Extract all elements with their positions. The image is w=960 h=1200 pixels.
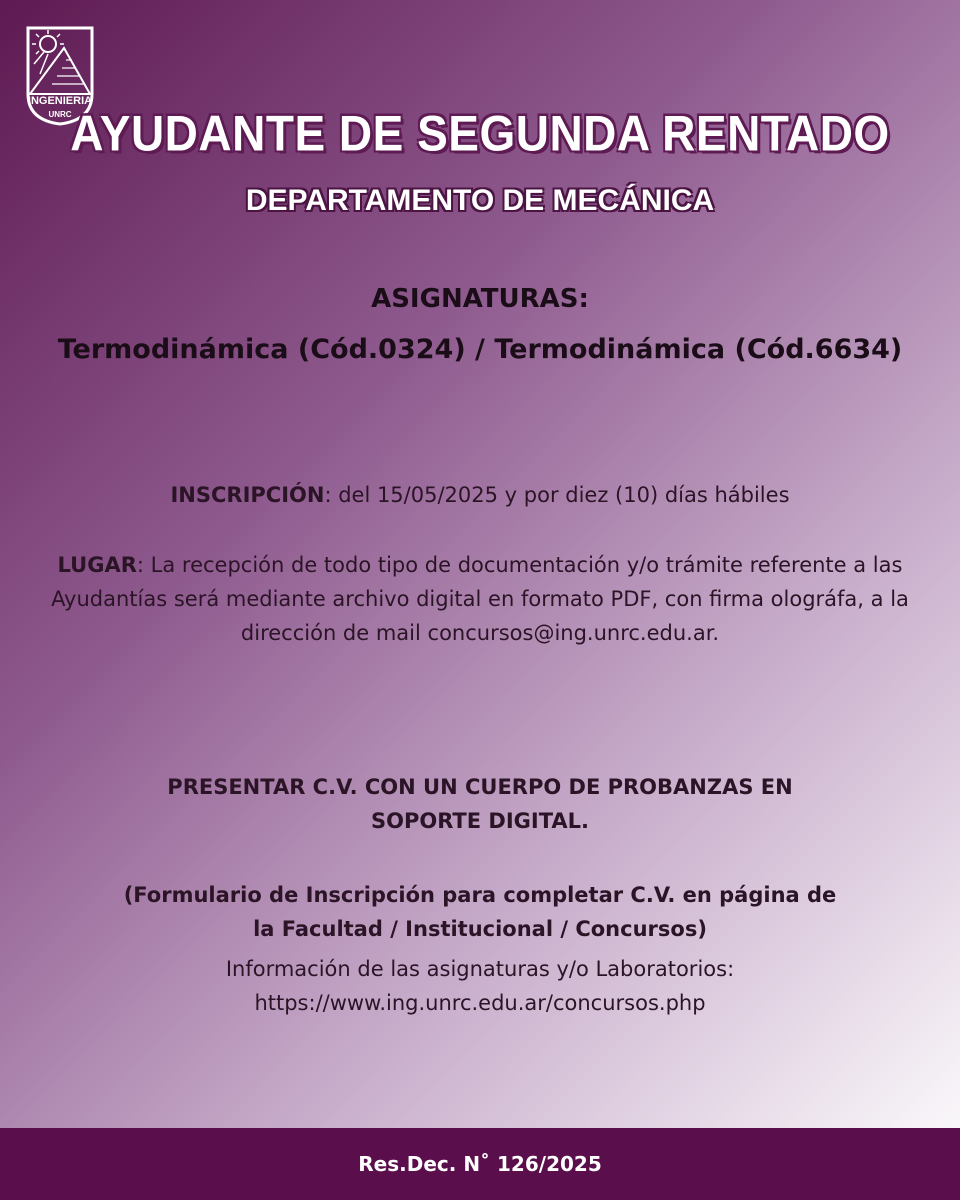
formulario-note	[0, 878, 960, 946]
logo-text-bottom: UNRC	[48, 110, 72, 119]
department-subtitle: DEPARTAMENTO DE MECÁNICA	[245, 184, 715, 217]
formulario-line-1: (Formulario de Inscripción para completar C.V. en página de	[123, 883, 837, 907]
info-line: Información de las asignaturas y/o Laboratorios:	[225, 957, 735, 981]
concursos-url[interactable]: https://www.ing.unrc.edu.ar/concursos.php	[254, 991, 706, 1015]
info-block	[0, 952, 960, 1020]
inscripcion-paragraph	[0, 478, 960, 512]
page-title: AYUDANTE DE SEGUNDA RENTADO	[70, 104, 890, 162]
asignaturas-list: Termodinámica (Cód.0324) / Termodinámica (Cód.6634)	[57, 334, 903, 365]
presentar-cv-notice	[0, 770, 960, 838]
presentar-line-1: PRESENTAR C.V. CON UN CUERPO DE PROBANZAS EN	[167, 775, 793, 799]
logo-text-top: INGENIERIA	[27, 95, 93, 107]
presentar-line-2: SOPORTE DIGITAL.	[370, 809, 590, 833]
lugar-paragraph	[40, 548, 920, 650]
footer-bar	[0, 1128, 960, 1200]
resolution-text: Res.Dec. N˚ 126/2025	[358, 1152, 602, 1176]
asignaturas-label: ASIGNATURAS:	[371, 284, 589, 314]
formulario-line-2: la Facultad / Institucional / Concursos)	[253, 917, 707, 941]
lugar-label: LUGAR	[57, 553, 137, 577]
lugar-text: : La recepción de todo tipo de documentación y/o trámite referente a las Ayudantías será mediante archivo digital en formato PDF, con firma olográfa, a la dirección de mail concursos@ing.unrc.edu.ar.	[51, 553, 909, 645]
inscripcion-label: INSCRIPCIÓN	[170, 483, 325, 507]
inscripcion-text: : del 15/05/2025 y por diez (10) días hábiles	[324, 483, 790, 507]
